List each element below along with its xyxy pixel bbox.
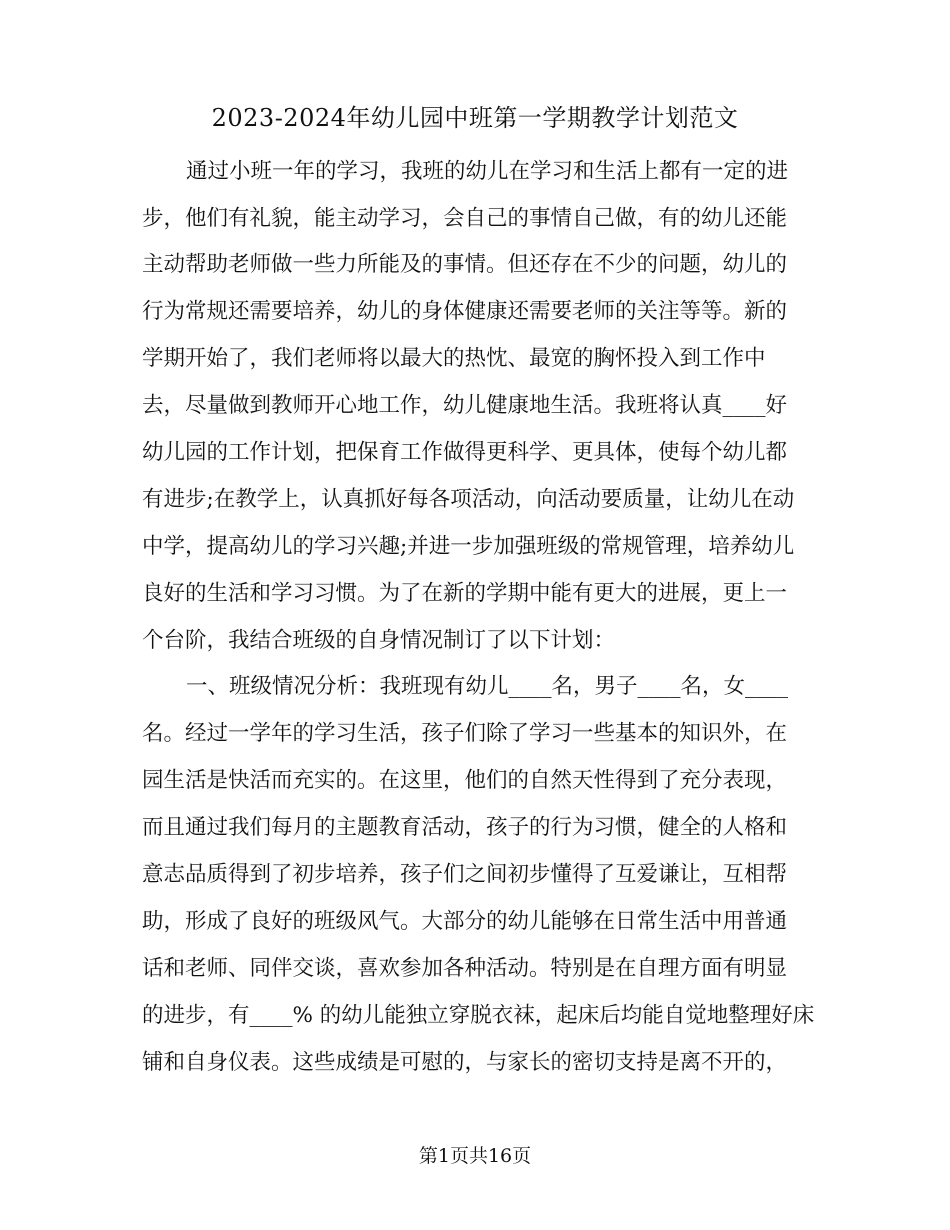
paragraph-line: 行为常规还需要培养，幼儿的身体健康还需要老师的关注等等。新的: [142, 299, 788, 324]
paragraph-line: 去，尽量做到教师开心地工作，幼儿健康地生活。我班将认真____好: [142, 393, 788, 418]
paragraph-line: 的进步，有____% 的幼儿能独立穿脱衣袜，起床后均能自觉地整理好床: [142, 1003, 814, 1028]
paragraph-line: 铺和自身仪表。这些成绩是可慰的，与家长的密切支持是离不开的，: [142, 1050, 788, 1075]
paragraph-line: 步，他们有礼貌，能主动学习，会自己的事情自己做，有的幼儿还能: [142, 206, 788, 231]
paragraph-line: 而且通过我们每月的主题教育活动，孩子的行为习惯，健全的人格和: [142, 815, 788, 840]
paragraph-line: 幼儿园的工作计划，把保育工作做得更科学、更具体，使每个幼儿都: [142, 440, 788, 465]
paragraph-line: 一、班级情况分析：我班现有幼儿____名，男子____名，女____: [186, 674, 789, 699]
paragraph-line: 中学，提高幼儿的学习兴趣;并进一步加强班级的常规管理，培养幼儿: [142, 534, 795, 559]
paragraph-line: 个台阶，我结合班级的自身情况制订了以下计划：: [142, 628, 616, 653]
paragraph-line: 话和老师、同伴交谈，喜欢参加各种活动。特别是在自理方面有明显: [142, 956, 788, 981]
paragraph-line: 良好的生活和学习习惯。为了在新的学期中能有更大的进展，更上一: [142, 581, 788, 606]
document-title: 2023-2024年幼儿园中班第一学期教学计划范文: [211, 104, 739, 132]
paragraph-line: 助，形成了良好的班级风气。大部分的幼儿能够在日常生活中用普通: [142, 909, 788, 934]
paragraph-line: 名。经过一学年的学习生活，孩子们除了学习一些基本的知识外，在: [142, 721, 788, 746]
paragraph-line: 有进步;在教学上，认真抓好每各项活动，向活动要质量，让幼儿在动: [142, 487, 795, 512]
paragraph-line: 意志品质得到了初步培养，孩子们之间初步懂得了互爱谦让，互相帮: [142, 862, 788, 887]
paragraph-line: 园生活是快活而充实的。在这里，他们的自然天性得到了充分表现，: [142, 768, 788, 793]
paragraph-line: 学期开始了，我们老师将以最大的热忱、最宽的胸怀投入到工作中: [142, 346, 766, 371]
paragraph-line: 通过小班一年的学习，我班的幼儿在学习和生活上都有一定的进: [186, 159, 789, 184]
paragraph-line: 主动帮助老师做一些力所能及的事情。但还存在不少的问题，幼儿的: [142, 252, 788, 277]
page-indicator: 第1页共16页: [418, 1145, 532, 1167]
